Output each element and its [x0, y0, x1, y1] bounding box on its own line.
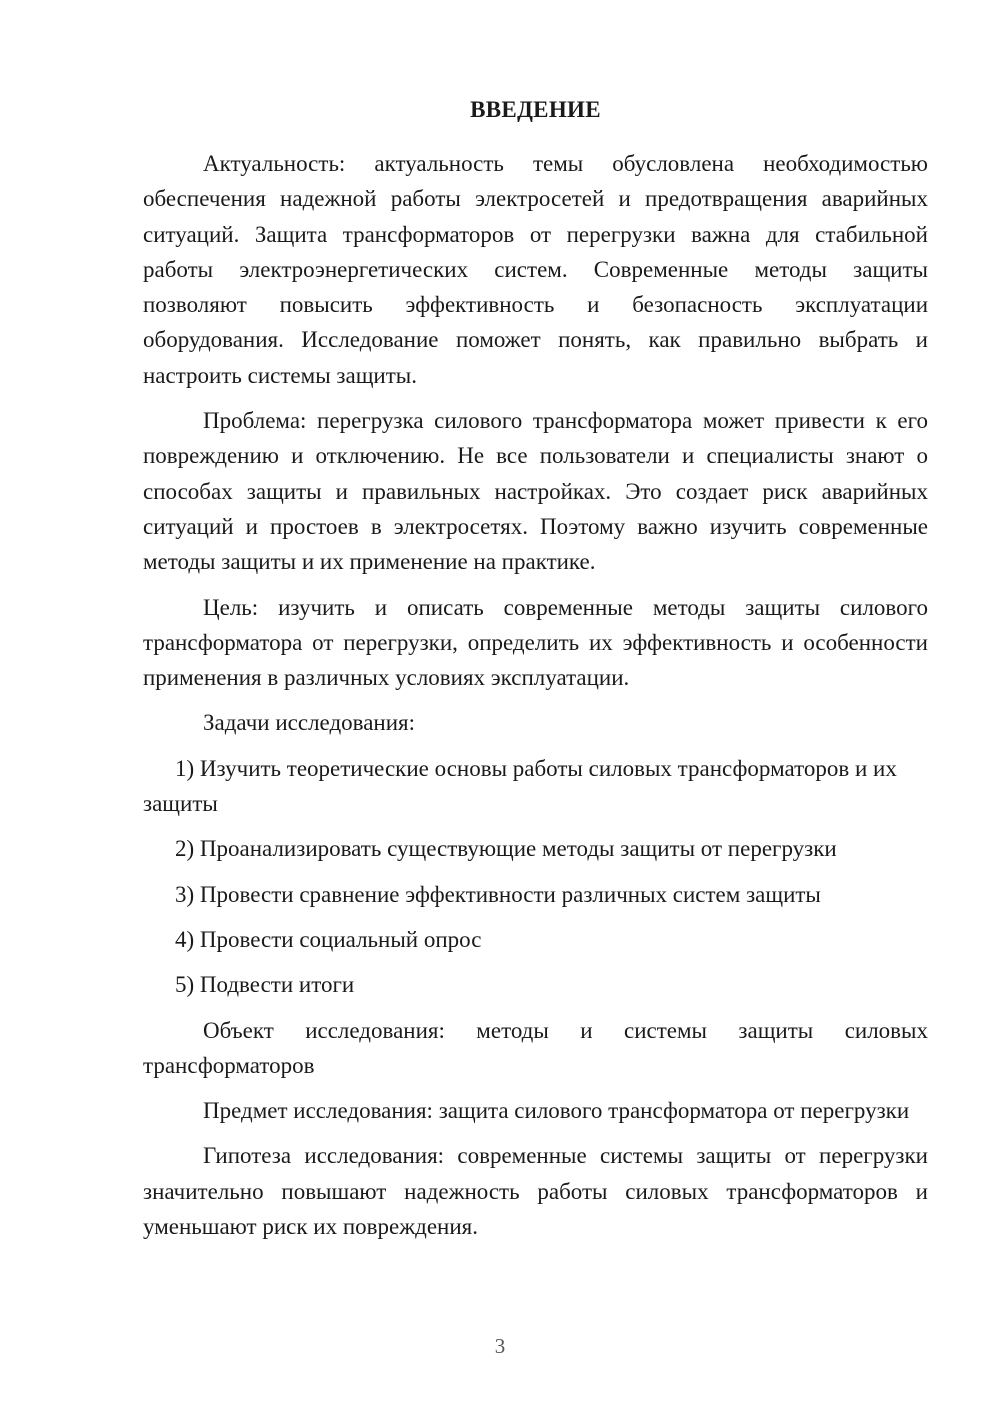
tasks-title: Задачи исследования:	[203, 710, 416, 736]
document-page	[143, 96, 928, 1254]
paragraph-problem: Проблема: перегрузка силового трансформатора может привести к его повреждению и отключению. Не все пользователи и специалисты знают о способах защиты и правильных настройках. Это создает риск аварийных ситуаций и простоев в электросетях. Поэтому важно изучить современные методы защиты и их применение на практике.	[143, 408, 928, 575]
page-number: 3	[494, 1334, 506, 1358]
paragraph-object: Объект исследования: методы и системы защиты силовых трансформаторов	[143, 1017, 928, 1078]
paragraph-relevance: Актуальность: актуальность темы обусловлена необходимостью обеспечения надежной работы электросетей и предотвращения аварийных ситуаций. Защита трансформаторов от перегрузки важна для стабильной работы электроэнергетических систем. Современные методы защиты позволяют повысить эффективность и безопасность эксплуатации оборудования. Исследование поможет понять, как правильно выбрать и настроить системы защиты.	[143, 151, 928, 388]
paragraph-subject: Предмет исследования: защита силового трансформатора от перегрузки	[203, 1098, 910, 1124]
task-item-4: 4) Провести социальный опрос	[175, 926, 482, 952]
task-item-3: 3) Провести сравнение эффективности различных систем защиты	[175, 881, 821, 907]
tasks-list	[143, 751, 928, 1003]
task-item-2: 2) Проанализировать существующие методы защиты от перегрузки	[175, 836, 837, 862]
task-item-1: 1) Изучить теоретические основы работы силовых трансформаторов и их защиты	[143, 755, 897, 817]
paragraph-goal: Цель: изучить и описать современные методы защиты силового трансформатора от перегрузки, определить их эффективность и особенности применения в различных условиях эксплуатации.	[143, 594, 928, 691]
paragraph-hypothesis: Гипотеза исследования: современные системы защиты от перегрузки значительно повышают надежность работы силовых трансформаторов и уменьшают риск их повреждения.	[143, 1143, 928, 1240]
section-heading: ВВЕДЕНИЕ	[470, 97, 601, 122]
task-item-5: 5) Подвести итоги	[175, 972, 355, 998]
